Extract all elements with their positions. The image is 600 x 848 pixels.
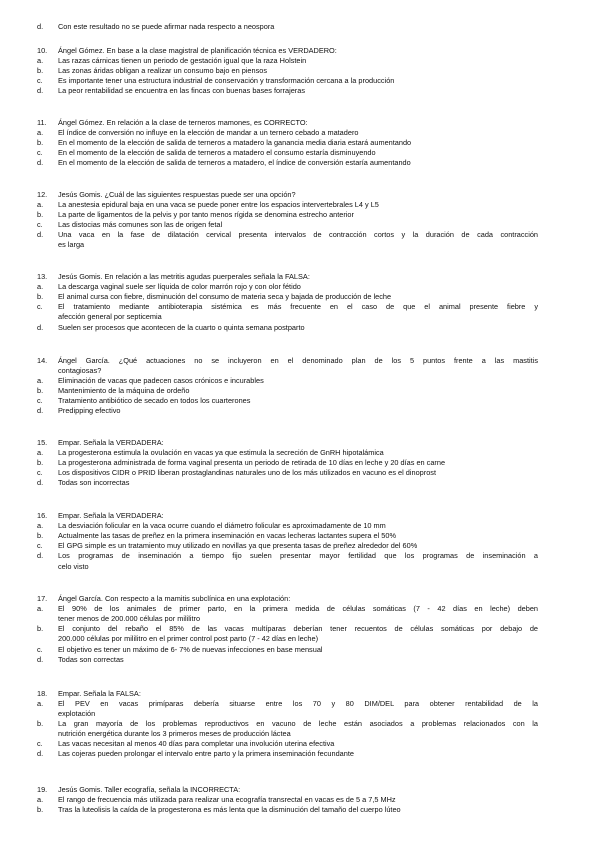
option-line-text: La progesterona estimula la ovulación en vacas ya que estimula la secreción de GnRH hipotalámica [58,447,384,457]
question-stem-text: Empar. Señala la VERDADERA: [58,511,164,520]
option-line-text: Las distocias más comunes son las de origen fetal [58,219,223,229]
option-line-label: a. [37,375,44,385]
option-cont-line-text: afección general por septicemia [58,312,162,322]
option-line-text: Es importante tener una estructura industrial de conservación y transformación cercana a la producción [58,75,395,85]
option-line-text: Las vacas necesitan al menos 40 días para completar una involución uterina efectiva [58,739,335,748]
option-line-text: Predipping efectivo [58,406,121,415]
question-stem-text: Ángel García. ¿Qué actuaciones no se incluyeron en el denominado plan de los 5 puntos frente a las mastitis [58,355,538,365]
option-line-text: La parte de ligamentos de la pelvis y por tanto menos rígida se denomina estrecho anterior [58,209,354,219]
option-cont-line-text: celo visto [58,561,89,571]
option-line-text: Todas son correctas [58,654,124,664]
option-line-label: b. [37,718,44,728]
option-line-text: La anestesia epidural baja en una vaca se puede poner entre los espacios intervertebrales L4 y L5 [58,199,379,209]
option-line-text: En el momento de la elección de salida de terneros a matadero la ganancia media diaria estará aumentando [58,137,412,147]
option-line-label: c. [37,147,43,157]
question-stem-label: 18. [37,688,48,698]
option-line-label: a. [37,55,44,65]
option-line-text: El animal cursa con fiebre, disminución del consumo de materia seca y bajada de producción de leche [58,292,392,302]
option-line-label: a. [37,521,44,531]
option-line-text: La progesterona administrada de forma vaginal presenta un periodo de retirada de 10 días en leche y 20 días en carne [58,457,446,467]
option-line-label: a. [37,698,44,708]
option-line-text: El PEV en vacas primíparas debería situarse entre los 70 y 80 DIM/DEL para obtener rentabilidad de la [58,698,538,708]
option-line-label: d. [37,85,44,95]
option-line-text: Las razas cárnicas tienen un periodo de gestación igual que la raza Holstein [58,55,307,65]
option-line-text: Una vaca en la fase de dilatación cervical presenta intervalos de contracción cortos y la duración de cada contracción [58,229,538,239]
option-line-label: a. [37,604,44,614]
option-line-text: La descarga vaginal suele ser líquida de color marrón rojo y con olor fétido [58,282,301,292]
option-line-label: a. [37,447,44,457]
option-line-text: Tratamiento antibiótico de secado en todos los cuarterones [58,395,251,405]
option-line-label: d. [37,229,44,239]
option-line-label: c. [37,739,43,748]
question-stem-cont-text: contagiosas? [58,365,102,375]
option-line-text: El índice de conversión no influye en la elección de mandar a un ternero cebado a matadero [58,127,359,137]
option-line-label: b. [37,385,44,395]
option-line-text: El objetivo es tener un máximo de 6- 7% de nuevas infecciones en base mensual [58,644,323,654]
option-line-text: La desviación folicular en la vaca ocurre cuando el diámetro folicular es aproximadamente de 10 mm [58,521,386,531]
option-line-text: Actualmente las tasas de preñez en la primera inseminación en vacas lecheras lactantes supera el 50% [58,531,396,541]
option-line-label: c. [37,219,43,229]
option-line-text: La gran mayoría de los problemas reproductivos en vacuno de leche están asociados a problemas relacionados con la [58,718,538,728]
option-line-text: Las zonas áridas obligan a realizar un consumo bajo en piensos [58,65,268,75]
option-line-label: c. [37,541,43,551]
option-line-label: d. [37,749,44,759]
option-cont-line-text: 200.000 células por mililitro en el primer control post parto (7 - 42 días en leche) [58,634,319,644]
option-line-label: b. [37,624,44,634]
option-line-label: a. [37,794,44,804]
option-line-text: La peor rentabilidad se encuentra en las fincas con buenas bases forrajeras [58,85,305,95]
option-line-text: El tratamiento mediante antibioterapia sistémica es más frecuente en el caso de que el animal presente fiebre y [58,302,538,312]
option-line-text: Los programas de inseminación a tiempo fijo suelen presentar mayor fertilidad que los programas de inseminación a [58,551,538,561]
option-line-text: El 90% de los animales de primer parto, en la primera medida de células somáticas (7 - 42 días en leche) deben [58,604,538,614]
option-line-text: En el momento de la elección de salida de terneros a matadero, el índice de conversión estaría aumentando [58,157,411,167]
question-stem-text: Jesús Gomis. Taller ecografía, señala la INCORRECTA: [58,784,241,794]
option-line-label: c. [37,75,43,85]
option-line-label: d. [37,406,44,415]
option-cont-line-text: tener menos de 200.000 células por mililitro [58,614,201,624]
question-stem-label: 10. [37,45,48,55]
question-stem-text: Ángel Gómez. En relación a la clase de terneros mamones, es CORRECTO: [58,117,308,127]
option-line-label: a. [37,282,44,292]
option-line-text: El GPG simple es un tratamiento muy utilizado en novillas ya que presenta tasas de preñez alrededor del 60% [58,541,418,551]
question-stem-label: 17. [37,594,48,603]
option-line-label: a. [37,199,44,209]
option-line-label: a. [37,127,44,137]
option-line-label: d. [37,477,44,487]
option-line-label: d. [37,322,44,332]
option-line-label: d. [37,551,44,561]
option-line-text: El conjunto del rebaño el 85% de las vacas multíparas deberían tener recuentos de células somáticas por debajo de [58,624,538,634]
option-line-label: d. [37,654,44,664]
option-line-label: b. [37,457,44,467]
question-stem-text: Ángel García. Con respecto a la mamitis subclínica en una explotación: [58,594,291,603]
option-line-text: Tras la luteolisis la caída de la progesterona es más lenta que la disminución del tamaño del cuerpo lúteo [58,804,401,814]
option-line-label: d. [37,157,44,167]
option-line-text: El rango de frecuencia más utilizada para realizar una ecografía transrectal en vacas es de 5 a 7,5 MHz [58,794,396,804]
option-line-label: b. [37,292,44,302]
option-line-label: c. [37,644,43,654]
question-stem-label: 13. [37,272,48,281]
question-stem-label: 19. [37,784,48,794]
question-stem-label: 11. [37,117,47,127]
option-line-text: Todas son incorrectas [58,477,130,487]
option-line-text: Eliminación de vacas que padecen casos crónicos e incurables [58,375,264,385]
option-cont-line-text: explotación [58,708,96,718]
option-line-label: b. [37,531,44,541]
option-line-text: Los dispositivos CIDR o PRID liberan prostaglandinas naturales uno de los más utilizados en vacuno es el dinoprost [58,467,437,477]
option-cont-line-text: es larga [58,240,85,249]
option-line-label: b. [37,65,44,75]
option-line-label: c. [37,395,43,405]
question-stem-text: Jesús Gomis. En relación a las metritis agudas puerperales señala la FALSA: [58,272,310,281]
option-line-text: En el momento de la elección de salida de terneros a matadero el consumo estaría disminuyendo [58,147,376,157]
option-line-text: Las cojeras pueden prolongar el intervalo entre parto y la primera inseminación fecundante [58,749,354,759]
question-stem-label: 16. [37,511,48,520]
option-line-label: b. [37,209,44,219]
option-line-label: b. [37,137,44,147]
option-line-label: c. [37,302,43,312]
question-stem-text: Empar. Señala la FALSA: [58,688,141,698]
option-line-text: Con este resultado no se puede afirmar nada respecto a neospora [58,21,275,31]
option-line-text: Suelen ser procesos que acontecen de la cuarto o quinta semana postparto [58,322,305,332]
option-line-text: Mantenimiento de la máquina de ordeño [58,385,190,395]
question-stem-text: Jesús Gomis. ¿Cuál de las siguientes respuestas puede ser una opción? [58,189,296,199]
question-stem-label: 12. [37,189,48,199]
option-line-label: d. [37,21,44,31]
question-stem-text: Empar. Señala la VERDADERA: [58,437,164,447]
question-stem-label: 15. [37,437,48,447]
option-line-label: b. [37,804,44,814]
question-stem-label: 14. [37,355,48,365]
option-cont-line-text: nutrición energética durante los 3 primeros meses de producción láctea [58,728,291,738]
question-stem-text: Ángel Gómez. En base a la clase magistral de planificación técnica es VERDADERO: [58,45,337,55]
option-line-label: c. [37,467,43,477]
